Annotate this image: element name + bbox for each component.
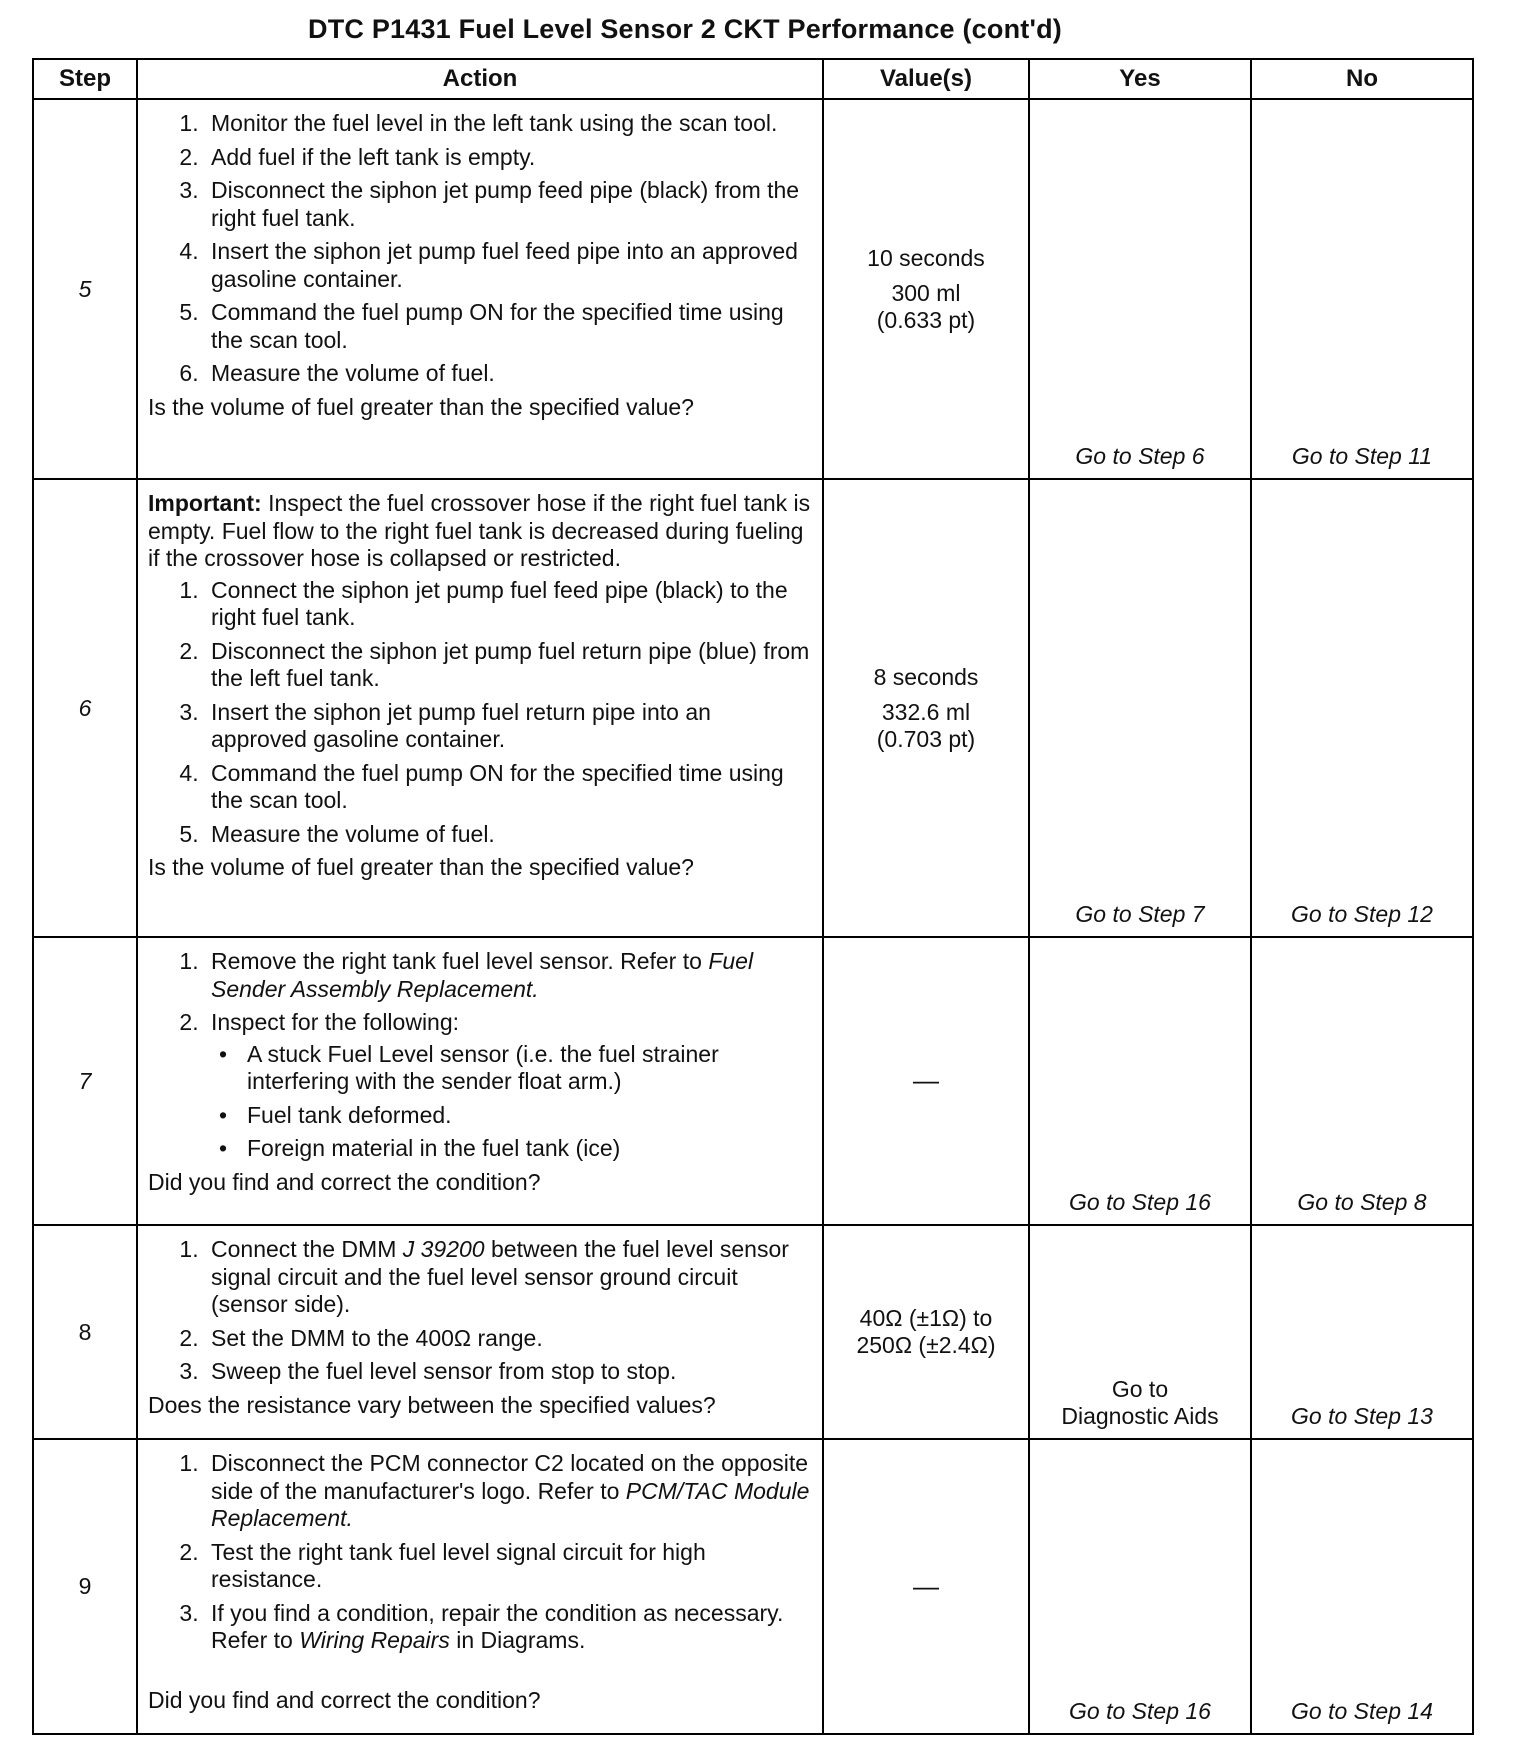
header-action: Action	[137, 59, 823, 99]
action-question: Does the resistance vary between the specified values?	[148, 1391, 716, 1418]
value-time: 10 seconds	[867, 244, 985, 271]
action-question: Is the volume of fuel greater than the specified value?	[148, 854, 694, 880]
no-result: Go to Step 8	[1251, 937, 1473, 1225]
no-result: Go to Step 13	[1251, 1225, 1473, 1439]
value-cell	[823, 937, 1029, 1225]
value-cell	[823, 99, 1029, 479]
action-item	[205, 1009, 812, 1163]
yes-result: Go to Step 6	[1029, 99, 1251, 479]
header-yes: Yes	[1029, 59, 1251, 99]
yes-result	[1029, 1225, 1251, 1439]
value-cell	[823, 479, 1029, 937]
yes-result-line: Diagnostic Aids	[1061, 1403, 1219, 1429]
no-result: Go to Step 14	[1251, 1439, 1473, 1734]
action-item: 2. Test the right tank fuel level signal circuit for high resistance.	[205, 1539, 812, 1594]
step-number: 6	[33, 479, 137, 937]
action-item: 1. Connect the siphon jet pump fuel feed pipe (black) to the right fuel tank.	[205, 577, 812, 632]
table-row	[33, 937, 1473, 1225]
step-number: 9	[33, 1439, 137, 1734]
action-steps	[148, 577, 812, 849]
header-row	[33, 59, 1473, 99]
resistance-min: 40Ω (±1Ω) to	[859, 1305, 993, 1331]
action-question: Did you find and correct the condition?	[148, 1686, 541, 1713]
page-title: DTC P1431 Fuel Level Sensor 2 CKT Performance (cont'd)	[308, 14, 1062, 44]
value-volume: 332.6 ml	[881, 698, 971, 725]
yes-result: Go to Step 16	[1029, 937, 1251, 1225]
important-note	[148, 490, 812, 573]
resistance-max: 250Ω (±2.4Ω)	[856, 1332, 996, 1358]
action-item: 5. Measure the volume of fuel.	[205, 821, 812, 849]
step-number: 5	[33, 99, 137, 479]
action-item: 5. Command the fuel pump ON for the specified time using the scan tool.	[205, 299, 812, 354]
action-item-text: between the fuel level sensor signal circuit and the fuel level sensor ground circuit (sensor side).	[211, 1236, 789, 1317]
table-row	[33, 479, 1473, 937]
action-item: 1. Monitor the fuel level in the left tank using the scan tool.	[205, 110, 812, 138]
step-number: 7	[33, 937, 137, 1225]
important-label: Important:	[148, 490, 262, 516]
procedure-reference: Fuel Sender Assembly Replacement.	[211, 948, 754, 1002]
action-item: 2. Add fuel if the left tank is empty.	[205, 144, 812, 172]
header-values: Value(s)	[823, 59, 1029, 99]
action-item: 4. Insert the siphon jet pump fuel feed pipe into an approved gasoline container.	[205, 238, 812, 293]
action-cell	[137, 937, 823, 1225]
procedure-reference: PCM/TAC Module Replacement.	[211, 1477, 810, 1531]
action-item: 2. Set the DMM to the 400Ω range.	[205, 1325, 812, 1353]
action-steps	[148, 1236, 812, 1386]
action-cell	[137, 1439, 823, 1734]
action-item	[205, 1600, 812, 1655]
header-no: No	[1251, 59, 1473, 99]
procedure-reference: Wiring Repairs	[299, 1627, 450, 1653]
value-cell	[823, 1439, 1029, 1734]
value-none: —	[913, 1570, 939, 1601]
yes-result-line: Go to	[1111, 1376, 1169, 1402]
no-result: Go to Step 12	[1251, 479, 1473, 937]
header-step: Step	[33, 59, 137, 99]
action-item-text: Connect the DMM	[211, 1236, 403, 1262]
action-question: Did you find and correct the condition?	[148, 1168, 541, 1195]
no-result: Go to Step 11	[1251, 99, 1473, 479]
action-item: 3. Disconnect the siphon jet pump feed pipe (black) from the right fuel tank.	[205, 177, 812, 232]
action-steps	[148, 1450, 812, 1655]
important-text: Inspect the fuel crossover hose if the right fuel tank is empty. Fuel flow to the right fuel tank is decreased during fueling if the crossover hose is collapsed or restricted.	[148, 490, 811, 571]
table-row	[33, 99, 1473, 479]
action-item: 2. Disconnect the siphon jet pump fuel return pipe (blue) from the left fuel tank.	[205, 638, 812, 693]
inspection-item: • A stuck Fuel Level sensor (i.e. the fuel strainer interfering with the sender float arm.)	[241, 1041, 812, 1096]
action-item-text: Inspect for the following:	[211, 1009, 460, 1035]
action-question: Is the volume of fuel greater than the specified value?	[148, 393, 694, 420]
inspection-item: • Foreign material in the fuel tank (ice)	[241, 1135, 812, 1163]
action-item	[205, 948, 812, 1003]
action-item-text: If you find a condition, repair the condition as necessary. Refer to	[211, 1599, 784, 1653]
action-item-text: Remove the right tank fuel level sensor. Refer to	[211, 948, 709, 974]
table-row	[33, 1439, 1473, 1734]
action-cell	[137, 479, 823, 937]
action-item-text: in Diagrams.	[449, 1627, 586, 1653]
value-time: 8 seconds	[873, 663, 979, 690]
value-cell	[823, 1225, 1029, 1439]
value-volume-pt: (0.703 pt)	[876, 725, 976, 752]
table-row	[33, 1225, 1473, 1439]
action-cell	[137, 1225, 823, 1439]
value-none: —	[913, 1065, 939, 1095]
tool-reference: J 39200	[402, 1236, 485, 1262]
action-item: 3. Insert the siphon jet pump fuel return pipe into an approved gasoline container.	[205, 699, 812, 754]
step-number: 8	[33, 1225, 137, 1439]
action-item	[205, 1236, 812, 1319]
value-volume: 300 ml	[891, 279, 961, 306]
action-item	[205, 1450, 812, 1533]
action-item: 6. Measure the volume of fuel.	[205, 360, 812, 388]
action-steps	[148, 110, 812, 388]
diagnostic-table	[32, 58, 1474, 1735]
action-item: 3. Sweep the fuel level sensor from stop to stop.	[205, 1358, 812, 1386]
action-item: 4. Command the fuel pump ON for the specified time using the scan tool.	[205, 760, 812, 815]
value-volume-pt: (0.633 pt)	[876, 306, 976, 333]
action-steps	[148, 948, 812, 1163]
yes-result: Go to Step 16	[1029, 1439, 1251, 1734]
action-item-text: Disconnect the PCM connector C2 located on the opposite side of the manufacturer's logo. Refer to	[211, 1450, 809, 1504]
inspection-item: • Fuel tank deformed.	[241, 1102, 812, 1130]
yes-result: Go to Step 7	[1029, 479, 1251, 937]
inspection-list	[211, 1041, 812, 1163]
action-cell	[137, 99, 823, 479]
